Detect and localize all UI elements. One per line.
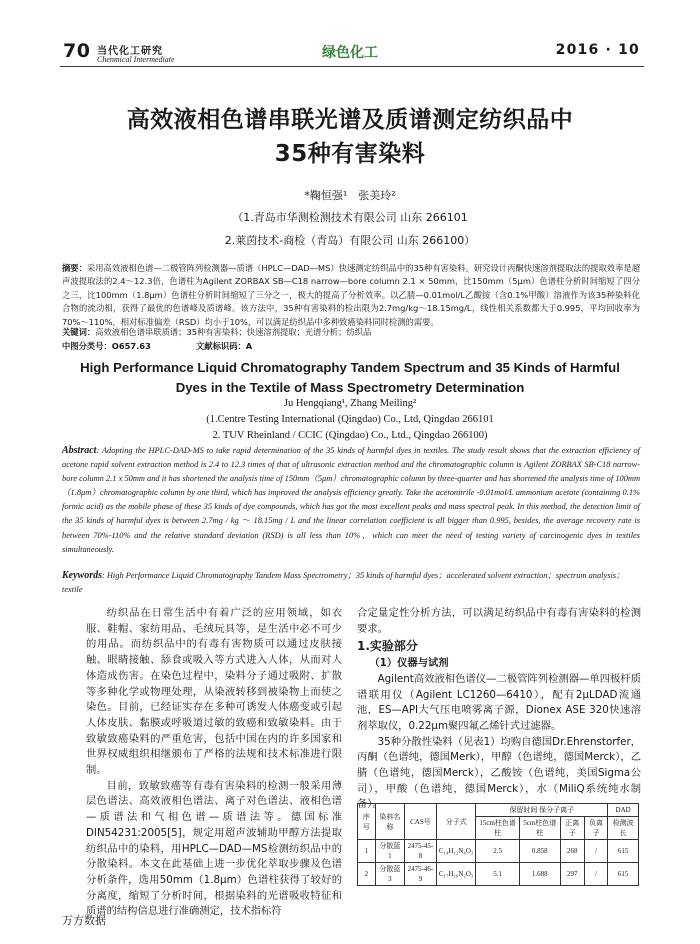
table-cell: / <box>584 840 608 863</box>
table-row <box>358 840 639 863</box>
issue-label: 2016 · 10 <box>555 42 640 58</box>
abstract-en-label: Abstract <box>62 445 97 456</box>
table-cell: 2 <box>358 863 376 886</box>
table-cell: 分散蓝3 <box>375 863 404 886</box>
body-column-right <box>357 606 641 813</box>
paper-title-en <box>60 358 640 398</box>
table-header-cell: 负离子 <box>584 817 608 840</box>
table-header-cell: DAD <box>608 804 639 817</box>
table-cell: 615 <box>608 863 639 886</box>
table-header-cell: 5cm柱色谱柱 <box>519 817 560 840</box>
instruments-paragraph: Agilent高效液相色谱仪—二极管阵列检测器—单四极杆质谱联用仪（Agilent LC1260—6410），配有2μLDAD流通池，ES—API大气压电喷雾离子源，Dionex ASE 320快速溶剂萃取仪，0.22μm聚四氟乙烯针式过滤器。 <box>357 672 641 732</box>
keywords-cn-text: 高效液相色谱串联质谱；35种有害染料；快速溶剂提取；光谱分析；纺织品 <box>95 327 372 337</box>
table-row <box>358 863 639 886</box>
table-group-header: 保留时间 保分子离子 <box>476 804 608 817</box>
dye-table <box>357 803 639 886</box>
affiliation-cn-2: 2.莱茵技术-商检（青岛）有限公司 山东 266100） <box>224 234 476 247</box>
table-cell: 5.1 <box>476 863 520 886</box>
keywords-en <box>62 569 640 597</box>
table-header-cell: 检测波长 <box>608 817 639 840</box>
affiliation-en-1: (1.Centre Testing International (Qingdao) Co., Ltd, Qingdao 266101 <box>206 414 494 425</box>
abstract-en-text: : Adopting the HPLC-DAD-MS to take rapid determination of the 35 kinds of harmful dyes in textiles. The study result shows that the extraction efficiency of acetone rapid solvent extraction method is 2.4 to 12.3 times of that of ultrasonic extraction method and the chromatographic column is Agilent ZORBAX SB-C18 narrow-bore column 2.1 x 50mm and it has shortened the analysis time of 150mm（5μm）chromatographic column by three-quarter and has shortened the analysis time of 100mm（1.8μm）chromatographic column by one third, which has improved the analysis efficiency greatly. Take the acetonitrile -0.01mol/L ammonium acetate (containing 0.1% formic acid) as the mobile phase of these 35 kinds of dye compounds, which has got the most excellent peaks and mass spectral peak. In this method, the detection limit of the 35 kinds of harmful dyes is between 2.7mg / kg ～ 18.15mg / L and the linear correlation coefficient is all bigger than 0.995, besides, the average recovery rate is between 70%-110% and the relative standard deviation (RSD) is all less than 10%，which can meet the need of testing variety of carcinogenic dyes in textiles simultaneously. <box>62 446 640 554</box>
document-code: 文献标识码：A <box>196 341 253 351</box>
journal-name-en: Chenmical Intermediate <box>97 55 175 64</box>
intro-paragraph-2: 目前，致敏致癌等有毒有害染料的检测一般采用薄层色谱法、高效液相色谱法、离子对色谱法、液相色谱—质谱法和气相色谱—质谱法等。德国标准DIN54231:2005[5]，规定用超声波辅助甲醇方法提取纺织品中的染料，用HPLC—DAD—MS检测纺织品中的分散染料。本文在此基础上进一步优化萃取步骤及色谱分析条件，选用50mm（1.8μm）色谱柱获得了较好的分离度，缩短了分析时间，根据染料的光谱吸收特征和质谱的结构信息进行准确测定，技术指标符 <box>86 779 342 918</box>
footer-watermark: 万方数据 <box>62 914 106 927</box>
table-cell: 1 <box>358 840 376 863</box>
abstract-cn-label: 摘要： <box>62 263 87 273</box>
table-header-cell: 分子式 <box>436 804 475 840</box>
page-number: 70 <box>63 40 91 62</box>
table-cell: 297 <box>560 863 584 886</box>
keywords-cn-label: 关键词： <box>62 327 96 337</box>
journal-name-cn: 当代化工研究 <box>97 46 163 57</box>
title-cn-line-2: 35种有害染料 <box>274 141 426 167</box>
paper-title-cn <box>60 103 640 171</box>
table-cell: 2475-46-9 <box>405 863 437 886</box>
table-cell: 2.5 <box>476 840 520 863</box>
table-header-cell: 15cm柱色谱柱 <box>476 817 520 840</box>
title-cn-line-1: 高效液相色谱串联光谱及质谱测定纺织品中 <box>126 107 574 133</box>
table-cell: 分散蓝1 <box>375 840 404 863</box>
table-cell: 2475-45-8 <box>405 840 437 863</box>
table-cell: 615 <box>608 840 639 863</box>
intro-paragraph-1: 纺织品在日常生活中有着广泛的应用领域，如衣服、鞋帽、家纺用品、毛绒玩具等，是生活中必不可少的用品。而纺织品中的有毒有害物质可以通过皮肤接触、眼睛接触、舔食或吸入等方式进入人体，从而对人体造成伤害。在染色过程中，染料分子通过吸附、扩散等多种化学或物理处理，从染液转移到被染物上而使之染色。目前，已经证实存在多种可诱发人体癌变或引起人体皮肤、黏膜或呼吸道过敏的致癌和致敏染料。由于致敏致癌染料的严重危害，包括中国在内的许多国家和世界权威组织相继颁布了严格的法规和技术标准进行限制。 <box>86 607 342 777</box>
affiliation-cn-1: （1.青岛市华测检测技术有限公司 山东 266101 <box>232 211 468 224</box>
authors-en: Ju Hengqiang¹, Zhang Meiling² <box>283 398 417 409</box>
table-cell: 0.858 <box>519 840 560 863</box>
keywords-en-label: Keywords <box>62 570 102 581</box>
abstract-en <box>62 444 640 557</box>
table-cell: C₁₄H₁₂N₄O₂ <box>436 840 475 863</box>
table-header-cell: 染料名称 <box>375 804 404 840</box>
keywords-cn <box>62 326 640 339</box>
subsection-heading-instruments: （1）仪器与试剂 <box>369 657 449 670</box>
title-en-line-1: High Performance Liquid Chromatography Tandem Spectrum and 35 Kinds of Harmful <box>80 360 620 375</box>
affiliation-en-2: 2. TUV Rheinland / CCIC (Qingdao) Co., Ltd., Qingdao 266100) <box>212 430 488 441</box>
table-cell: / <box>584 863 608 886</box>
keywords-en-text: : High Performance Liquid Chromatography Tandem Mass Spectrometry；35 kinds of harmful dyes；accelerated solvent extraction；spectrum analysis；textile <box>62 571 625 594</box>
table-header-cell: 序号 <box>358 804 376 840</box>
body-column-left <box>86 606 342 920</box>
table-cell: C₁₇H₁₆N₂O₃ <box>436 863 475 886</box>
abstract-cn-text: 采用高效液相色谱—二极管阵列检测器—质谱（HPLC—DAD—MS）快速测定纺织品中的35种有害染料。研究设计丙酮快速溶剂提取法的提取效率是超声波提取法的2.4～12.3倍，色谱柱为Agilent ZORBAX SB—C18 narrow—bore column 2.1 × 50mm，比150mm（5μm）色谱柱分析时间缩短了四分之三，比100mm（1.8μm）色谱柱分析时间缩短了三分之一，极大的提高了分析效率。以乙腈—0.01mol/L乙酸铵（含0.1%甲酸）溶液作为该35种染料化合物的流动相，获得了最优的色谱峰及质谱峰。该方法中，35种有害染料的检出限为2.7mg/kg～18.15mg/L，线性相关系数都大于0.995，平均回收率为70%～110%，相对标准偏差（RSD）均小于10%，可以满足纺织品中多种致癌染料同时检测的需要。 <box>62 263 640 327</box>
section-heading-experiment: 1.实验部分 <box>357 639 418 654</box>
table-header-row-1 <box>358 804 639 817</box>
clc-number: 中图分类号：O657.63 <box>62 341 151 351</box>
table-cell: 268 <box>560 840 584 863</box>
reagents-paragraph: 35种分散性染料（见表1）均购自德国Dr.Ehrenstorfer，丙酮（色谱纯，德国Merk），甲醇（色谱纯，德国Merck），乙腈（色谱纯，德国Merck），乙酸铵（色谱纯，美国Sigma公司），甲酸（色谱纯，德国Merck），水（MiliQ系统纯水制备）。 <box>357 735 641 811</box>
header-divider <box>60 66 644 67</box>
table-cell: 1.688 <box>519 863 560 886</box>
table-header-cell: CAS号 <box>405 804 437 840</box>
section-label: 绿色化工 <box>322 45 378 61</box>
title-en-line-2: Dyes in the Textile of Mass Spectrometry Determination <box>175 380 525 395</box>
intro-continuation: 合定量定性分析方法，可以满足纺织品中有毒有害染料的检测要求。 <box>357 607 641 635</box>
authors-cn: *鞠恒强¹ 张美玲² <box>304 189 396 202</box>
abstract-cn <box>62 262 640 329</box>
table-header-cell: 正离子 <box>560 817 584 840</box>
